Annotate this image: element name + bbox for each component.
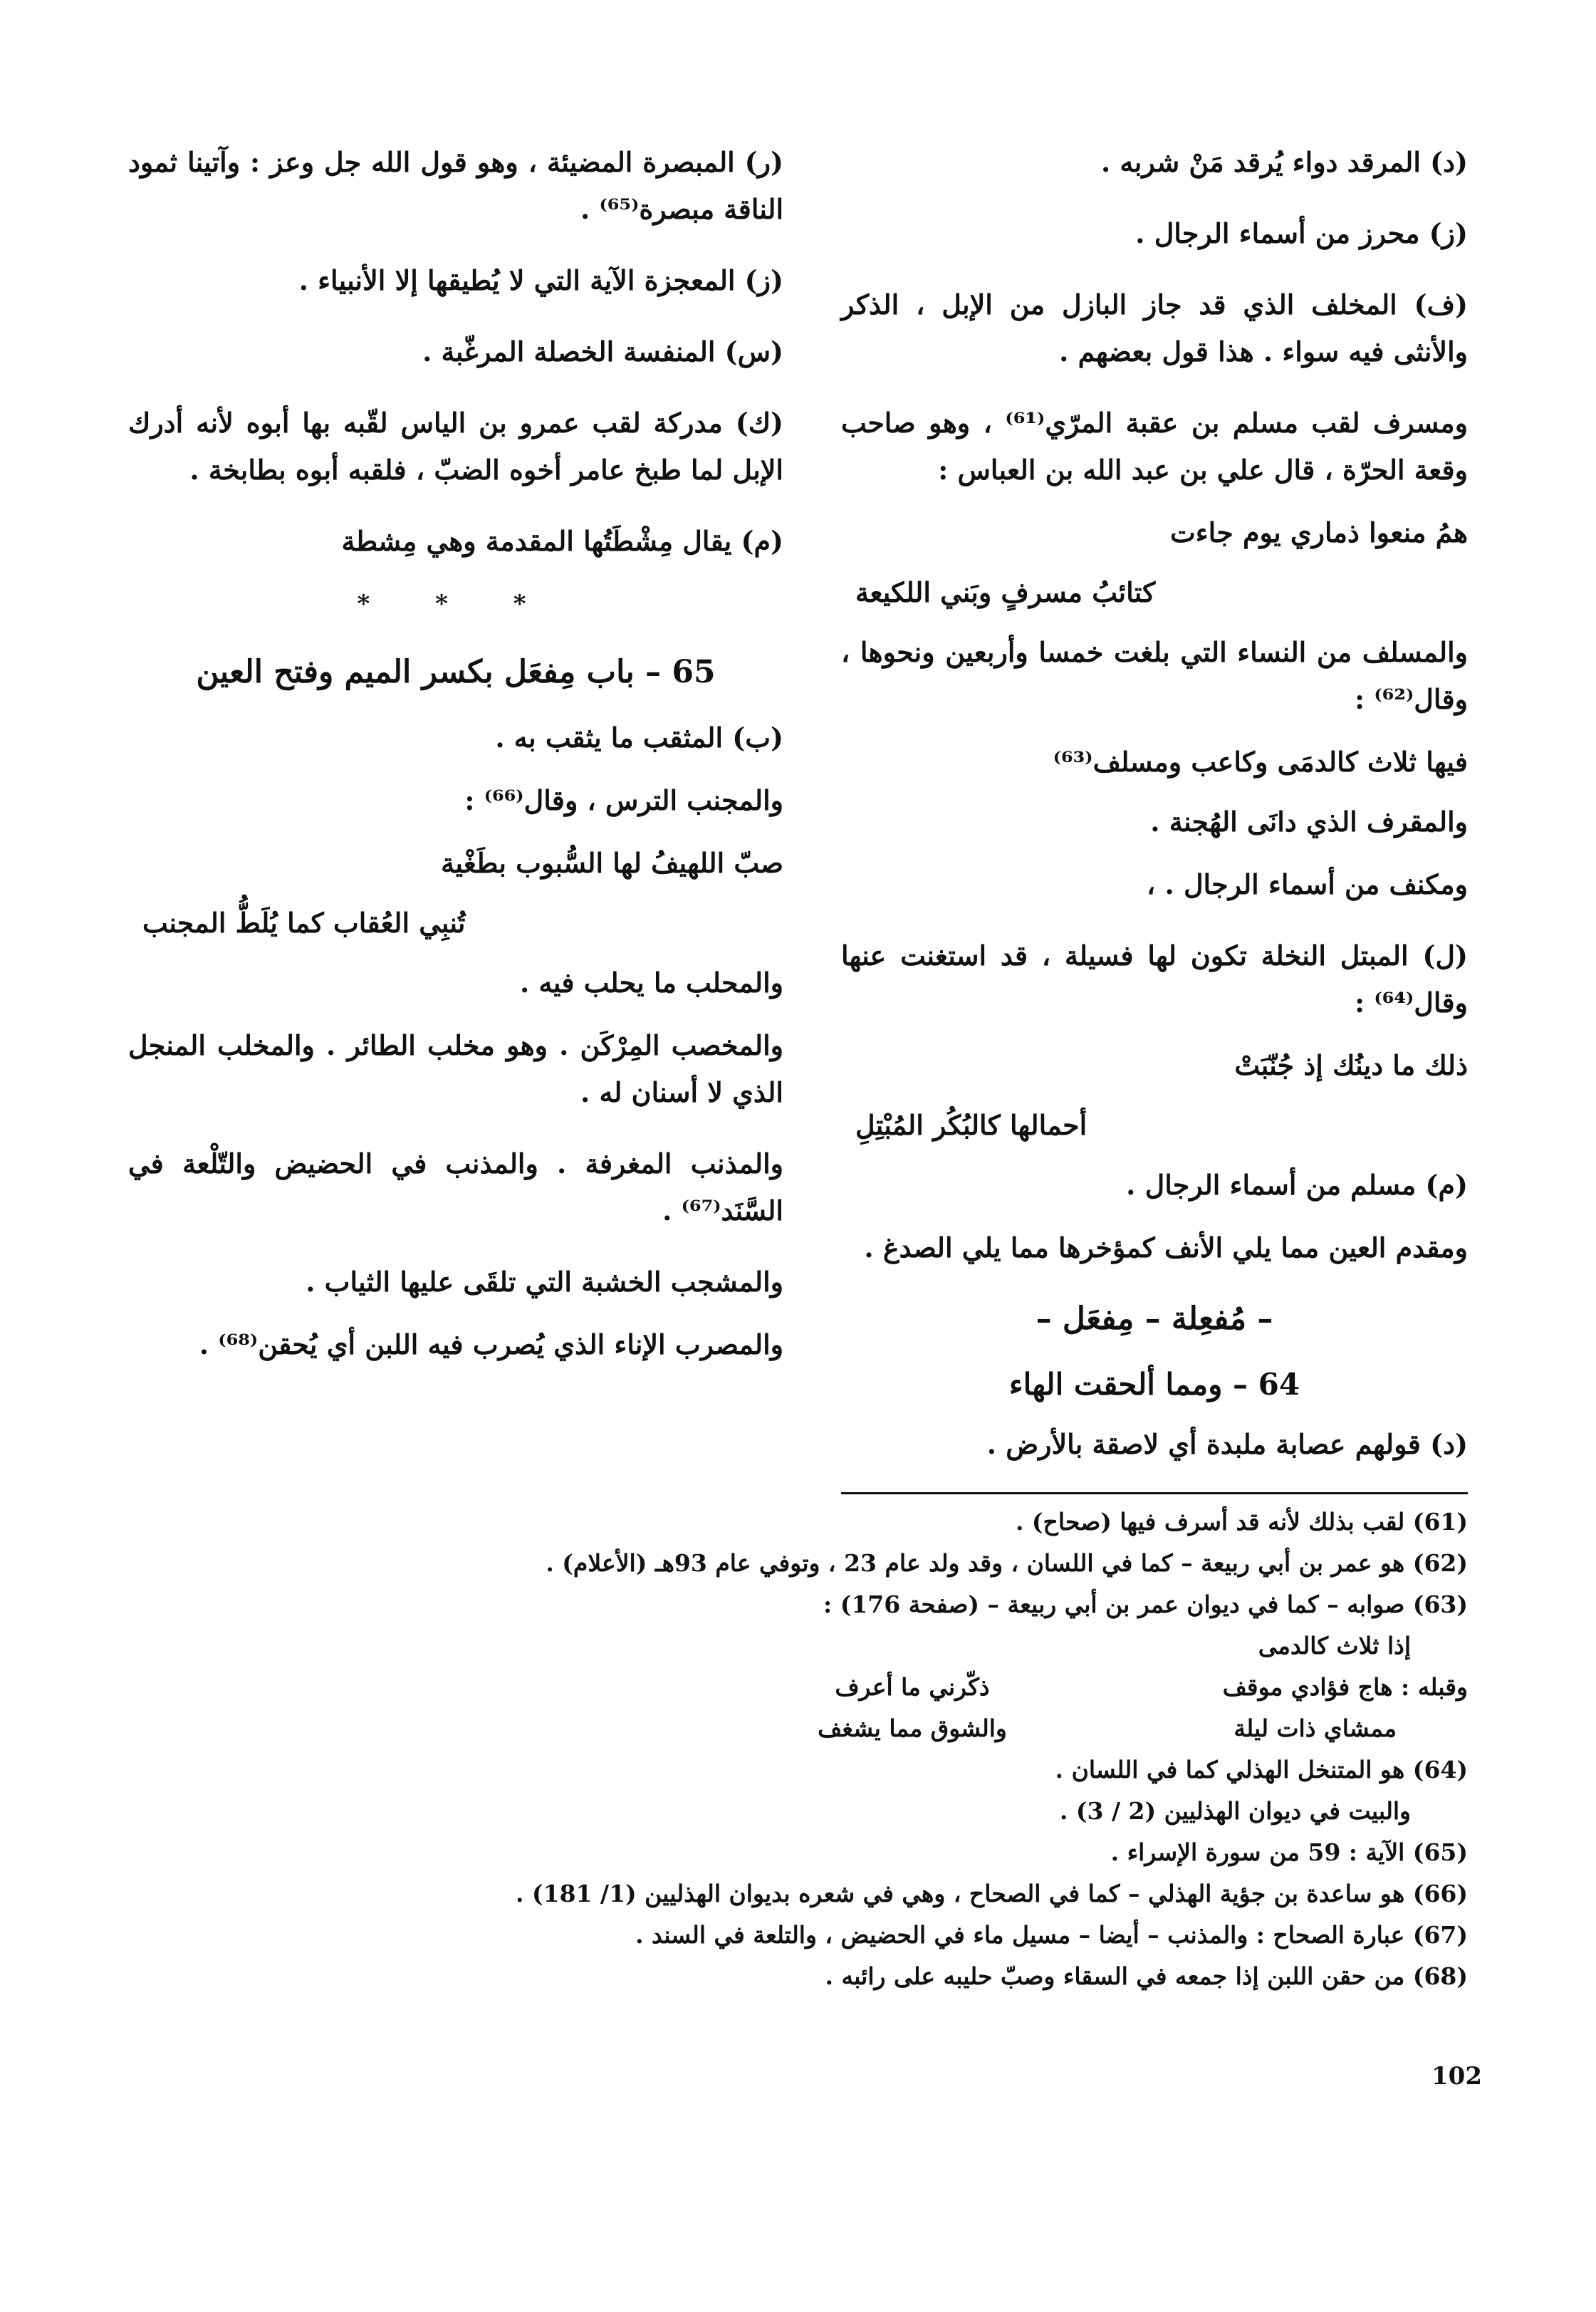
footnote-63: (63) صوابه – كما في ديوان عمر بن أبي ربيعة – (صفحة 176) : <box>823 1590 1468 1618</box>
footnote-61: (61) لقب بذلك لأنه قد أسرف فيها (صحاح) . <box>1015 1508 1468 1536</box>
entry-mukhlif: (ف) المخلف الذي قد جاز البازل من الإبل ، الذكر والأنثى فيه سواء . هذا قول بعضهم . <box>841 288 1468 368</box>
entry-munfisa: (س) المنفسة الخصلة المرغّبة . <box>422 335 783 368</box>
entry-midhnab: والمذنب المغرفة . والمذنب في الحضيض والتّلْعة في السَّنَد⁽⁶⁷⁾ . <box>128 1147 783 1227</box>
footnote-62: (62) هو عمر بن أبي ربيعة – كما في اللسان ، وقد ولد عام 23 ، وتوفي عام 93هـ (الأعلام) . <box>546 1549 1468 1577</box>
footnote-65: (65) الآية : 59 من سورة الإسراء . <box>1110 1838 1468 1866</box>
entry-misrab: والمصرب الإناء الذي يُصرب فيه اللبن أي يُحقن⁽⁶⁸⁾ . <box>199 1328 783 1360</box>
poem-hemistich: ذكّرني ما أعرف <box>835 1673 990 1701</box>
footnote-64-line: والبيت في ديوان الهذليين (2 / 3) . <box>1059 1797 1411 1825</box>
entry-mikhsab: والمخصب المِرْكَن . وهو مخلب الطائر . والمخلب المنجل الذي لا أسنان له . <box>128 1029 783 1108</box>
entry-muslim: (م) مسلم من أسماء الرجال . <box>1126 1169 1468 1201</box>
verse-line: تُنبِي العُقاب كما يُلَطُّ المجنب <box>142 907 466 939</box>
verse-line: همُ منعوا ذماري يوم جاءت <box>1170 516 1468 548</box>
entry-mihlab: والمحلب ما يحلب فيه . <box>520 967 783 999</box>
right-column <box>841 139 1468 1484</box>
footnote-68: (68) من حقن اللبن إذا جمعه في السقاء وصبّ حليبه على رائبه . <box>825 1962 1468 1990</box>
footnote-64: (64) هو المتنخل الهذلي كما في اللسان . <box>1055 1756 1468 1784</box>
entry-mishjab: والمشجب الخشبة التي تلقَى عليها الثياب . <box>306 1266 783 1298</box>
poem-hemistich: والشوق مما يشغف <box>818 1714 1007 1742</box>
page-number: 102 <box>1431 2062 1482 2090</box>
entry-muqaddam: ومقدم العين مما يلي الأنف كمؤخرها مما يلي الصدغ . <box>864 1231 1468 1264</box>
entry-mubsira: (ر) المبصرة المضيئة ، وهو قول الله جل وعز : وآتينا ثمود الناقة مبصرة⁽⁶⁵⁾ . <box>128 146 783 225</box>
footnote-poem-row <box>129 1668 1468 1707</box>
verse-line: كتائبُ مسرفٍ وبَني اللكيعة <box>855 576 1156 608</box>
footnote-66: (66) هو ساعدة بن جؤية الهذلي – كما في الصحاح ، وهي في شعره بديوان الهذليين (1/ 181) . <box>516 1880 1468 1907</box>
entry-mubtil: (ل) المبتل النخلة تكون لها فسيلة ، قد استغنت عنها وقال⁽⁶⁴⁾ : <box>841 939 1468 1019</box>
entry-mudrika: (ك) مدركة لقب عمرو بن الياس لقّبه بها أبوه لأنه أدرك الإبل لما طبخ عامر أخوه الضبّ ، فلقبه أبوه بطابخة . <box>128 407 783 486</box>
entry-mijnab: والمجنب الترس ، وقال⁽⁶⁶⁾ : <box>464 784 783 816</box>
poem-hemistich: وقبله : هاج فؤادي موقف <box>1222 1673 1468 1701</box>
section-subheading: 64 – ومما ألحقت الهاء <box>1008 1367 1300 1402</box>
footnotes <box>129 1503 1468 1999</box>
entry-musrif: ومسرف لقب مسلم بن عقبة المرّي⁽⁶¹⁾ ، وهو صاحب وقعة الحرّة ، قال علي بن عبد الله بن العباس : <box>841 407 1468 486</box>
section-heading: 65 – باب مِفعَل بكسر الميم وفتح العين <box>196 654 716 690</box>
footnote-63-verse: إذا ثلاث كالدمى <box>1258 1632 1411 1660</box>
entry-mulabbada: (د) قولهم عصابة ملبدة أي لاصقة بالأرض . <box>986 1428 1468 1460</box>
verse-line: ذلك ما دينُك إذ جُنّبَتْ <box>1234 1049 1468 1081</box>
entry-mithqab: (ب) المثقب ما يثقب به . <box>495 722 783 754</box>
entry-muhriz: (ز) محرز من أسماء الرجال . <box>1135 217 1468 249</box>
entry-mukannif: ومكنف من أسماء الرجال . ، <box>1146 868 1468 900</box>
verse-line: فيها ثلاث كالدمَى وكاعب ومسلف⁽⁶³⁾ <box>1053 746 1468 778</box>
verse-line: صبّ اللهيفُ لها السُّبوب بطَغْية <box>440 847 783 879</box>
footnote-divider <box>841 1492 1468 1494</box>
footnote-poem-row <box>129 1709 1468 1748</box>
footnote-67: (67) عبارة الصحاح : والمذنب – أيضا – مسيل ماء في الحضيض ، والتلعة في السند . <box>635 1921 1468 1949</box>
section-heading: – مُفعِلة – مِفعَل – <box>1036 1301 1273 1337</box>
left-column <box>128 139 783 1384</box>
poem-hemistich: ممشاي ذات ليلة <box>1233 1714 1397 1742</box>
section-separator: * * * <box>357 590 555 618</box>
entry-mujiza: (ز) المعجزة الآية التي لا يُطيقها إلا الأنبياء . <box>298 264 783 296</box>
entry-murqid: (د) المرقد دواء يُرقد مَنْ شربه . <box>1100 146 1468 178</box>
entry-muslif: والمسلف من النساء التي بلغت خمسا وأربعين ونحوها ، وقال⁽⁶²⁾ : <box>841 636 1468 715</box>
entry-mishta: (م) يقال مِشْطَتُها المقدمة وهي مِشطة <box>341 525 783 557</box>
verse-line: أحمالها كالبُكُر المُبْتِلِ <box>855 1109 1088 1141</box>
entry-muqrif: والمقرف الذي دانَى الهُجنة . <box>1150 806 1468 838</box>
